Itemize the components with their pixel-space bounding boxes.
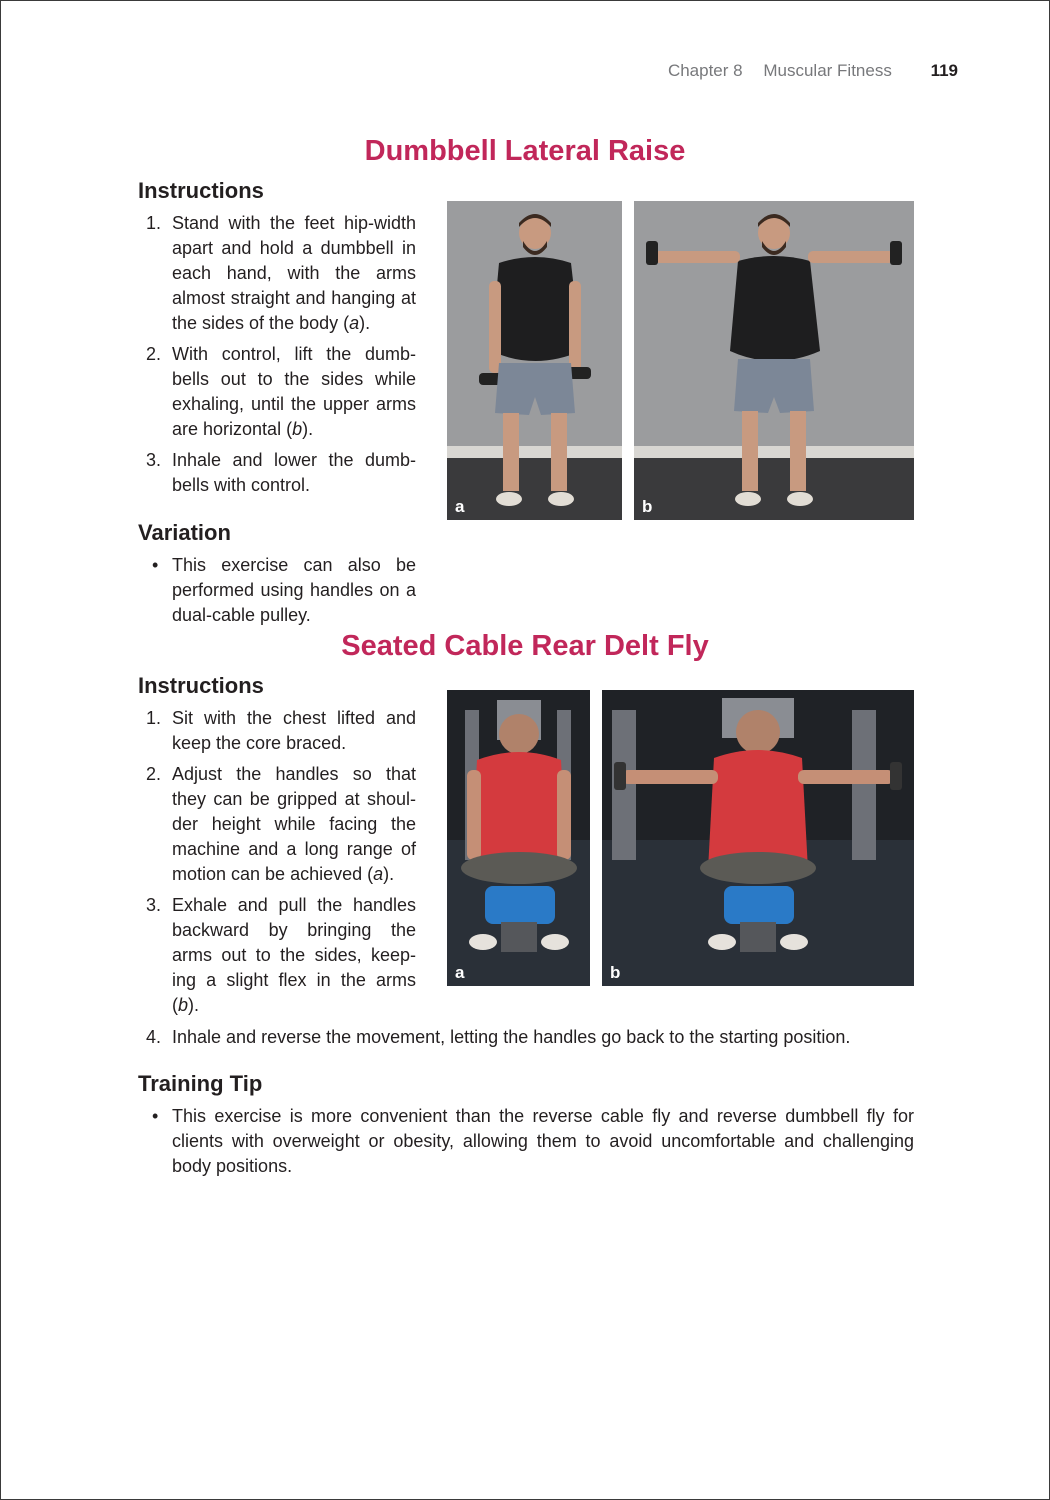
step-number: 1. <box>146 213 162 233</box>
running-head <box>668 61 958 81</box>
step-text: Exhale and pull the handles backward by bringing the arms out to the sides, keep-ing a slight flex in the arms ( <box>172 895 416 1015</box>
step-text-end: ). <box>359 313 371 333</box>
step-number: 3. <box>146 450 162 470</box>
step-text-end: ). <box>302 419 314 439</box>
instruction-step <box>138 448 416 498</box>
step-number: 2. <box>146 344 162 364</box>
exercise-photo-a <box>447 690 590 986</box>
instruction-step <box>138 211 416 336</box>
step-number: 3. <box>146 895 162 915</box>
instruction-step <box>138 893 416 1018</box>
photo-label: b <box>610 963 621 982</box>
instruction-step <box>138 342 416 442</box>
step-text: With control, lift the dumb-bells out to the sides while exhaling, until the upper arms are horizontal ( <box>172 344 416 439</box>
training-tip-item <box>138 1104 914 1179</box>
instructions-heading: Instructions <box>138 178 264 203</box>
step-text: Adjust the handles so that they can be gripped at shoul-der height while facing the machine and a long range of motion can be achieved ( <box>172 764 416 884</box>
exercise-photo-a <box>447 201 622 520</box>
step-text: Sit with the chest lifted and keep the core braced. <box>172 708 416 753</box>
figure-ref: b <box>292 419 303 439</box>
variation-list <box>138 553 416 628</box>
exercise-title: Dumbbell Lateral Raise <box>364 135 686 167</box>
figure-ref: a <box>349 313 360 333</box>
step-text: Inhale and lower the dumb-bells with control. <box>172 450 416 495</box>
figure-ref: b <box>178 995 189 1015</box>
step-number: 2. <box>146 764 162 784</box>
instruction-list <box>138 211 416 504</box>
step-text: Stand with the feet hip-width apart and hold a dumbbell in each hand, with the arms almost straight and hanging at the sides of the body ( <box>172 213 416 333</box>
training-tip-text: This exercise is more convenient than the reverse cable fly and reverse dumbbell fly for clients with overweight or obesity, allowing them to avoid uncomfortable and challenging body positions. <box>172 1106 914 1176</box>
step-number: 1. <box>146 708 162 728</box>
training-tip-heading: Training Tip <box>138 1071 263 1096</box>
step-number: 4. <box>146 1027 162 1047</box>
photo-label: b <box>642 497 653 516</box>
instructions-heading: Instructions <box>138 673 264 698</box>
chapter-label: Chapter 8 <box>667 61 743 80</box>
bullet: • <box>152 555 159 575</box>
exercise-title: Seated Cable Rear Delt Fly <box>341 630 709 662</box>
variation-text: This exercise can also be performed using handles on a dual-cable pulley. <box>172 555 416 625</box>
variation-heading: Variation <box>138 520 231 545</box>
exercise-photo-b <box>602 690 914 986</box>
instruction-step <box>138 762 416 887</box>
variation-item <box>138 553 416 628</box>
page-number: 119 <box>930 61 958 80</box>
instruction-list <box>138 706 416 1024</box>
step-text-end: ). <box>383 864 395 884</box>
bullet: • <box>152 1106 159 1126</box>
photo-label: a <box>455 497 465 516</box>
step-text-end: ). <box>188 995 200 1015</box>
training-tip-list <box>138 1104 914 1179</box>
exercise-photo-b <box>634 201 914 520</box>
instruction-step <box>138 706 416 756</box>
instruction-list-continued <box>138 1025 914 1056</box>
instruction-step <box>138 1025 914 1050</box>
section-label: Muscular Fitness <box>763 61 892 80</box>
figure-ref: a <box>373 864 384 884</box>
step-text: Inhale and reverse the movement, letting the handles go back to the starting position. <box>172 1027 851 1047</box>
photo-label: a <box>455 963 465 982</box>
